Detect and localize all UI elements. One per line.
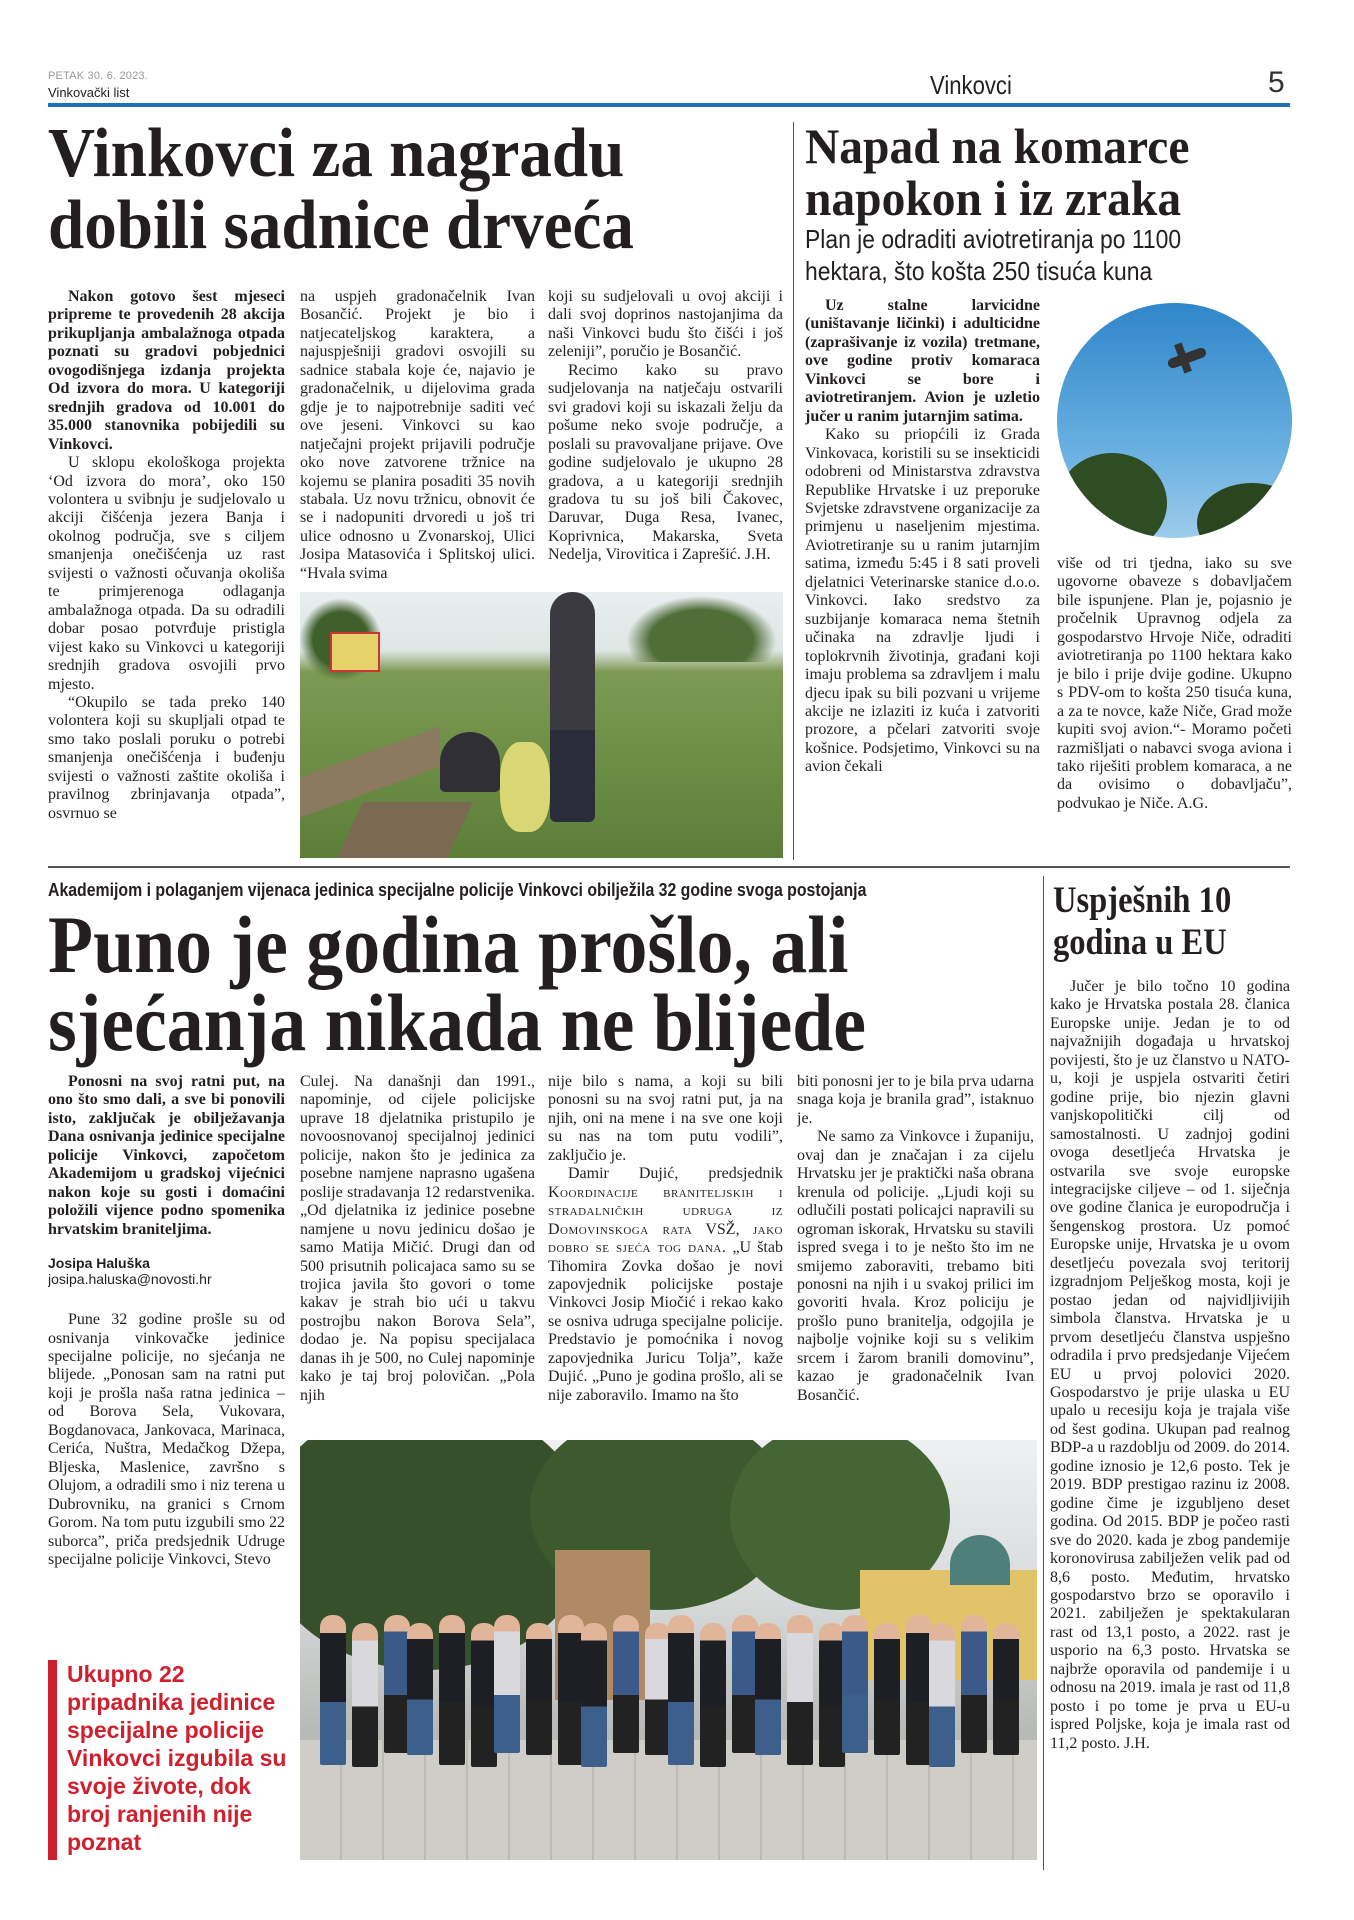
paragraph (548, 1165, 783, 1405)
article2-column-2 (1057, 555, 1292, 860)
headline-line: Napad na komarce (805, 118, 1190, 174)
header-rule (48, 103, 1290, 107)
headline-line: Vinkovci za nagradu (48, 115, 625, 192)
paragraph: “Okupilo se tada preko 140 volontera koji su skupljali otpad te smo tako poslali poruku o potrebi smanjenja onečišćenja i buđenju svijesti o važnosti zaštite okoliša i pravilnog zbrinjavanja otpada”, osvrnuo se (48, 693, 285, 822)
column-divider (793, 122, 794, 860)
person-figure (352, 1623, 378, 1767)
person-figure (581, 1623, 607, 1767)
person-figure (874, 1623, 900, 1755)
playground (330, 632, 380, 672)
paragraph: Recimo kako su pravo sudjelovanja na natječaju ostvarili svi gradovi koji su iskazali želju da pošume neko svoje područje, a poslali su pravovaljane prijave. Ove godine sudjelovalo je ukupno 28 gradova, a u kategoriji srednjih gradova tu su još bili Čakovec, Daruvar, Duga Resa, Ivanec, Koprivnica, Makarska, Sveta Nedelja, Virovitica i Zaprešić. J.H. (548, 361, 783, 564)
headline-line: dobili sadnice drveća (48, 187, 634, 264)
person-figure (668, 1615, 694, 1765)
airplane-sky-photo (1057, 303, 1292, 538)
person-figure (613, 1615, 639, 1753)
text: Damir Dujić, predsjednik (568, 1165, 783, 1183)
tree-canopy (1197, 483, 1292, 538)
headline-line: Uspješnih 10 (1053, 880, 1232, 921)
headline-line: godina u EU (1053, 922, 1227, 963)
article2-headline (805, 120, 1189, 224)
paragraph: Ne samo za Vinkovce i županiju, ovaj dan je značajan i za cijelu Hrvatsku jer je praktički naša obrana krenula od policije. „Ljudi koji su odlučili postati policajci napravili su ogroman iskorak, Hrvatsku su stavili ispred svega i to je nešto što im ne smijemo zaboraviti, trebamo biti ponosni na njih i u svakoj prilici im govoriti hvala. Kroz policiju je prošlo puno branitelja, odgojila je najbolje vojnike koji su s velikim srcem i žarom branili domovinu”, kazao je gradonačelnik Ivan Bosančić. (797, 1128, 1034, 1404)
person-figure (961, 1615, 987, 1753)
person-figure (526, 1623, 552, 1755)
article2-column-1 (805, 297, 1040, 860)
paragraph: Pune 32 godine prošle su od osnivanja vinkovačke jedinice specijalne policije, no sjećanja ne blijede. „Ponosan sam na ratni put koji je prošla naša ratna jedinica – od Borova Sela, Vukovara, Bogdanovaca, Jankovaca, Marinaca, Cerića, Nuštra, Medačkog Džepa, Bljeska, Maslenice, završno s Olujom, a odradili smo i niz terena u Dubrovniku, na granici s Crnom Gorom. Na tom putu izgubili smo 22 suborca”, priča predsjednik Udruge specijalne policije Vinkovci, Stevo (48, 1311, 285, 1568)
article-lead: Ponosni na svoj ratni put, na ono što smo dali, a sve bi ponovili isto, zaključak je obilježavanja Dana osnivanja jedinice specijalne policije Vinkovci, započetom Akademijom u gradskoj vijećnici nakon koje su gosti i domaćini položili vijence podno spomenika hrvatskim braniteljima. (48, 1073, 285, 1238)
column-divider (1043, 876, 1044, 1870)
person-figure (787, 1615, 813, 1765)
person-figure (993, 1623, 1019, 1755)
person-figure (755, 1623, 781, 1755)
organisation-name: Koordinacije braniteljskih i stradalničkih udruga iz Domovinskoga rata (548, 1183, 783, 1238)
article-lead: Nakon gotovo šest mjeseci pripreme te provedenih 28 akcija prikupljanja ambalažnoga otpada poznati su gradovi pobjednici ovogodišnjega izdanja projekta Od izvora do mora. U kategoriji srednjih gradova od 10.001 do 35.000 stanovnika pobijedili su Vinkovci. (48, 288, 285, 453)
text-smallcaps: jako dobro se sjeća tog dana. (548, 1220, 783, 1257)
trash-bag (500, 742, 550, 832)
pull-quote: Ukupno 22 pripadnika jedinice specijalne policije Vinkovci izgubila su svoje živote, dok broj ranjenih nije poznat (48, 1660, 288, 1860)
person-figure (929, 1623, 955, 1767)
article-lead: Uz stalne larvicidne (uništavanje ličinki) i adulticidne (zaprašivanje iz vozila) tretmane, ove godine protiv komaraca Vinkovci se bore i aviotretiranjem. Avion je uzletio jučer u ranim jutarnjim satima. (805, 297, 1040, 425)
headline-line: napokon i iz zraka (805, 170, 1182, 226)
article1-column-2 (300, 288, 535, 584)
building-dome (950, 1535, 1010, 1585)
newspaper-name: Vinkovački list (48, 85, 130, 100)
article3-kicker: Akademijom i polaganjem vijenaca jedinica specijalne policije Vinkovci obilježila 32 godine svoga postojanja (48, 880, 867, 900)
person-figure (700, 1623, 726, 1767)
volunteers-cleanup-photo (300, 592, 783, 858)
article1-column-3 (548, 288, 783, 584)
person-figure (320, 1615, 346, 1765)
headline-line: sjećanja nikada ne blijede (48, 977, 867, 1068)
tree-line (620, 592, 783, 662)
paragraph: U sklopu ekološkoga projekta ‘Od izvora do mora’, oko 150 volontera u svibnju je sudjelovalo u akciji čišćenja jezera Banja i okolnog područja, sve s ciljem smanjenja onečišćenja uz rast svijesti o važnosti očuvanja okoliša te primjerenoga odlaganja ambalažnoga otpada. Da su odradili dobar posao potvrđuje pristigla vijest kako su Vinkovci u kategoriji srednjih gradova osvojili prvo mjesto. (48, 454, 285, 693)
paragraph: više od tri tjedna, iako su sve ugovorne obaveze s dobavljačem bile ispunjene. Plan je, pojasnio je pročelnik Upravnog odjela za gospodarstvo Hrvoje Niče, odraditi aviotretiranja po 1100 hektara kako je bilo i prije dvije godine. Ukupno s PDV-om to košta 250 tisuća kuna, a za te novce, kaže Niče, Grad može kupiti svoj avion.“- Moramo početi razmišljati o nabavci svoga aviona i tako riješiti problem komaraca, a ne da ovisimo o dobavljaču”, podvukao je Niče. A.G. (1057, 555, 1292, 812)
page-number: 5 (1268, 66, 1285, 99)
paragraph: Jučer je bilo točno 10 godina kako je Hrvatska postala 28. članica Europske unije. Jedan je to od najvažnijih događaja u hrvatskoj povijesti, što je uz članstvo u NATO-u, koji je uspjela ostvariti četiri godine prije, bio njezin glavni vanjskopolitički cilj od samostalnosti. U zadnjoj godini ovoga desetljeća Hrvatska je ostvarila sve svoje europske integracijske ciljeve – od 1. siječnja ove godine članica je europodručja i šengenskog prostora. Uz pomoć Europske unije, Hrvatska je u ovom desetljeću povezala svoj teritorij izgradnjom Pelješkog mosta, koji je postao jedan od najvidljivijih simbola članstva. Hrvatska je u prvom desetljeću članstva uspješno odradila i prvo predsjedanje Vijećem EU u prvoj polovici 2020. Gospodarstvo je prije ulaska u EU upalo u recesiju koja je trajala više od šest godina. Ukupan pad realnog BDP-a u razdoblju od 2009. do 2014. godine iznosio je 12,6 posto. Tek je 2019. BDP prestigao razinu iz 2008. godine čime je izgubljeno deset godina. Od 2015. BDP je počeo rasti sve do 2020. kada je zbog pandemije koronovirusa zabilježen velik pad od 8,6 posto. Međutim, hrvatsko gospodarstvo brzo se oporavilo i 2021. zabilježen je spektakularan rast od 13,1 posto, a 2022. rast je usporio na 6,3 posto. Hrvatska se najbrže oporavila od pandemije i u odnosu na 2019. imala je rast od 11,8 posto i po tome je prva u EU-u ispred Poljske, koja je imala rast od 11,2 posto. J.H. (1050, 978, 1290, 1752)
person-figure (494, 1615, 520, 1753)
paragraph: biti ponosni jer to je bila prva udarna snaga koja je branila grad”, istaknuo je. (797, 1073, 1034, 1127)
person-figure (842, 1615, 868, 1753)
article3-column-3 (548, 1073, 783, 1425)
tree-canopy (1057, 453, 1167, 538)
paragraph: nije bilo s nama, a koji su bili ponosni su na svoj ratni put, ja na njih, oni na mene i na sve one koji su nas na tom putu vodili”, zaključio je. (548, 1073, 783, 1164)
subheadline-line: hektara, što košta 250 tisuća kuna (805, 256, 1153, 286)
article3-column-4 (797, 1073, 1034, 1425)
section-divider (48, 866, 1290, 868)
article3-headline (48, 899, 867, 1068)
paragraph: koji su sudjelovali u ovoj akciji i dali svoj doprinos nastojanjima da naši Vinkovci budu što čišći i još zeleniji”, poručio je Bosančić. (548, 288, 783, 361)
person-figure (407, 1623, 433, 1755)
article3-column-1 (48, 1073, 285, 1628)
article1-headline (48, 115, 634, 264)
subheadline-line: Plan je odraditi aviotretiranja po 1100 (805, 224, 1182, 254)
author-name: Josipa Haluška (48, 1255, 150, 1272)
police-unit-group-photo (300, 1440, 1037, 1860)
headline-line: Puno je godina prošlo, ali (48, 899, 849, 990)
text: „U štab Tihomira Zovka došao je novi zapovjednik policijske postaje Vinkovci Josip Miočić i rekao kako se osniva udruga specijalne policije. Predstavio je pomoćnika i novog zapovjednika Juricu Tolja”, kaže Dujić. „Puno je godina prošlo, ali se nije zaboravilo. Imamo na što (548, 1239, 783, 1404)
issue-date: PETAK 30. 6. 2023. (48, 70, 149, 82)
article1-column-1 (48, 288, 285, 860)
article2-subheadline (805, 223, 1181, 287)
article4-column (1050, 978, 1290, 1858)
volunteer-figure (440, 732, 500, 792)
paragraph: Kako su priopćili iz Grada Vinkovaca, koristili su se insekticidi odobreni od Ministarstva zdravstva Republike Hrvatske i uz preporuke Svjetske zdravstvene organizacije za primjenu u naseljenim mjestima. Aviotretiranje su u ranim jutarnjim satima, između 5:45 i 8 sati proveli djelatnici Veterinarske stanice d.o.o. Vinkovci. Iako sredstvo za suzbijanje komaraca nema štetnih učinaka na zdravlje ljudi i toplokrvnih životinja, građani koji imaju problema sa zdravljem i malu djecu ipak su bili pozvani u vrijeme akcije ne izlaziti iz kuća i zatvoriti prozore, a pčelari zatvoriti svoje košnice. Podsjetimo, Vinkovci su na avion čekali (805, 426, 1040, 776)
section-title: Vinkovci (930, 70, 1012, 100)
article4-headline (1053, 880, 1231, 964)
person-figure (439, 1615, 465, 1765)
volunteer-figure (550, 592, 595, 822)
article3-column-2 (300, 1073, 535, 1425)
paragraph: na uspjeh gradonačelnik Ivan Bosančić. Projekt je bio i natjecateljskog karaktera, a najuspješniji gradovi osvojili su sadnice stabala koje će, najavio je gradonačelnik, u dijelovima grada gdje je to najpotrebnije saditi već ove jeseni. Vinkovci su kao natječajni projekt prijavili područje oko nove zatvorene tržnice na kojemu se planira posaditi 35 novih stabala. Uz novu tržnicu, obnovit će se i nadopuniti drvoredi u još tri ulice odnosno u Zvonarskoj, Ulici Josipa Matasovića i Splitskoj ulici. “Hvala svima (300, 288, 535, 582)
paragraph: Culej. Na današnji dan 1991., napominje, od cijele policijske uprave 18 djelatnika pristupilo je novoosnovanoj specijalnoj jedinici policije, nakon što je jedinica za posebne namjene naprasno ugašena poslije stradavanja 12 redarstvenika. „Od djelatnika iz jedinice posebne namjene u novu jedinicu došao je samo Matija Mičić. Drugi dan od 500 prisutnih policajaca samo su se trojica javila što govori o tome kakav je strah bio ući u takvu postrojbu nakon Borova Sela”, dodao je. Na popisu specijalaca danas ih je 500, no Culej napominje kako je taj broj polovičan. „Pola njih (300, 1073, 535, 1404)
author-email[interactable]: josipa.haluska@novosti.hr (48, 1271, 212, 1288)
text: VSŽ, (692, 1220, 753, 1238)
bench (337, 802, 473, 858)
